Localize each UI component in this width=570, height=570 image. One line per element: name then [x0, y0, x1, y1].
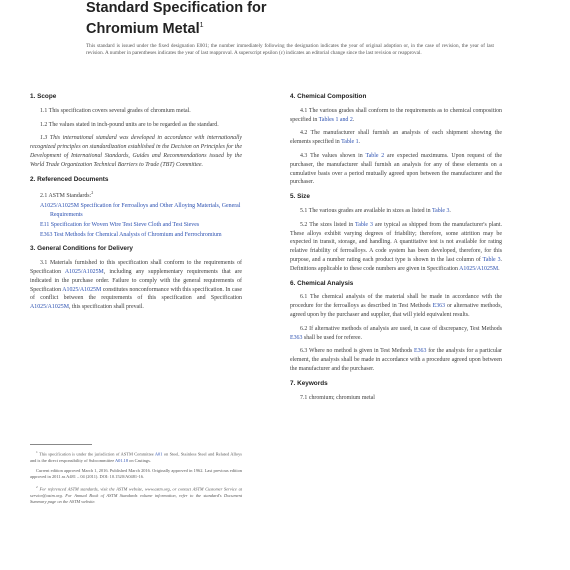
- preamble-note: This standard is issued under the fixed designation E001; the number immediately following the designation indicates the year of original adoption or, in the case of revision, the year of last revision. A number in parentheses indicates the year of last reapproval. A superscript epsilon (ε) indicates an editorial change since the last revision or reapproval.: [86, 43, 494, 56]
- text-run: For referenced ASTM standards, visit the ASTM website, www.astm.org, or contact ASTM Customer Service at service@astm.org. For Annual Book of ASTM Standards volume information, refer to the standard's Document Summary page on the ASTM website.: [30, 486, 243, 505]
- astm-standards-subhead: [30, 189, 242, 201]
- section-heading: 5. Size: [290, 193, 310, 201]
- method-link[interactable]: E363: [290, 334, 303, 341]
- section-chemical-composition: [290, 93, 502, 187]
- subhead-text: 2.1 ASTM Standards:: [40, 193, 92, 200]
- footnote-mark: 2: [91, 190, 94, 196]
- section-heading: 4. Chemical Composition: [290, 93, 367, 100]
- reference-item[interactable]: [30, 202, 242, 220]
- section-keywords: [290, 380, 502, 403]
- paragraph: [290, 207, 502, 216]
- footnotes: [30, 444, 242, 509]
- text-run: on Steel, Stainless Steel and Related Alloys and is the direct responsibility of Subcommittee: [30, 451, 242, 463]
- text-run: , this specification shall prevail.: [68, 304, 144, 311]
- spec-link[interactable]: A1025/A1025M: [64, 268, 104, 275]
- section-heading: 6. Chemical Analysis: [290, 279, 354, 287]
- footnote-mark: 1: [36, 450, 38, 454]
- reference-item[interactable]: [30, 231, 242, 240]
- table-link[interactable]: Table 3: [431, 207, 450, 214]
- text-run: 4.1 The various grades shall conform to the requirements as to chemical composition specified in: [290, 107, 502, 123]
- reference-title[interactable]: Test Methods for Chemical Analysis of Chromium and Ferrochromium: [53, 231, 222, 238]
- section-heading: 7. Keywords: [290, 379, 328, 387]
- subcommittee-link[interactable]: A01.18: [115, 457, 129, 463]
- reference-code[interactable]: E11: [40, 221, 50, 228]
- left-column: [30, 93, 242, 318]
- method-link[interactable]: E363: [414, 348, 427, 355]
- text-run: 6.2 If alternative methods of analysis are used, in case of discrepancy, Test Methods: [300, 325, 502, 332]
- right-column: [290, 93, 502, 408]
- text-run: 5.1 The various grades are available in sizes as listed in: [300, 207, 432, 214]
- title-line-2: [86, 17, 486, 38]
- text-run: 6.3 Where no method is given in Test Methods: [300, 348, 415, 355]
- reference-list: [30, 202, 242, 239]
- table-link[interactable]: Tables 1 and 2: [318, 116, 353, 123]
- section-scope: [30, 93, 242, 170]
- paragraph: [290, 221, 502, 274]
- title-text: Chromium Metal: [86, 20, 200, 37]
- paragraph: [290, 129, 502, 147]
- table-link[interactable]: Table 3: [355, 221, 373, 228]
- text-run: This specification is under the jurisdiction of ASTM Committee: [39, 451, 155, 457]
- paragraph: [290, 107, 502, 125]
- paragraph: [30, 259, 242, 312]
- text-run: are typical as shipped from the manufacturer's plant. These alloys exhibit varying degrees of friability; therefore, some attrition may be expected in transit, storage, and handling. A quantitative test is not available for rating relative friability of ferroalloys. A code system has been developed, therefore, for this purpose, and a number rating each product type is shown in the last column of: [290, 221, 502, 263]
- section-heading: 2. Referenced Documents: [30, 175, 109, 183]
- text-run: , including any supplementary requirements that are indicated in the purchase order. Failure to comply with the general requirements of Specification: [30, 268, 242, 293]
- reference-item[interactable]: [30, 221, 242, 230]
- footnote-mark: 2: [36, 485, 38, 490]
- section-heading: 1. Scope: [30, 93, 57, 100]
- text-run: for the analysis for a particular element, the analysis shall be made in accordance with a procedure agreed upon between the manufacturer and the purchaser.: [290, 348, 502, 372]
- title-footnote-mark: 1: [199, 22, 204, 29]
- text-run: 5.2 The sizes listed in: [300, 221, 356, 228]
- section-referenced-documents: [30, 176, 242, 240]
- text-run: .: [498, 265, 500, 272]
- text-run: on Castings.: [128, 457, 151, 463]
- text-run: shall be used for referee.: [302, 334, 362, 341]
- table-link[interactable]: Table 3: [482, 256, 501, 263]
- spec-link[interactable]: A1025/A1025M: [62, 286, 102, 293]
- table-link[interactable]: Table 2: [365, 152, 385, 159]
- paragraph: 1.2 The values stated in inch-pound units are to be regarded as the standard.: [40, 121, 219, 128]
- paragraph: [290, 293, 502, 319]
- text-run: 4.2 The manufacturer shall furnish an analysis of each shipment showing the elements specified in: [290, 130, 502, 146]
- footnote-divider: [30, 444, 92, 445]
- title-line-1: Standard Specification for: [86, 0, 267, 16]
- paragraph: [290, 347, 502, 373]
- text-run: 4.3 The values shown in: [300, 152, 366, 159]
- section-general-conditions: [30, 245, 242, 312]
- text-run: . Definitions applicable to these code numbers are given in Specification: [290, 256, 503, 272]
- spec-link[interactable]: A1025/A1025M: [30, 304, 69, 311]
- text-run: 3.1 Materials furnished to this specification shall conform to the requirements of Specification: [30, 260, 242, 275]
- document-title: [86, 0, 486, 38]
- section-chemical-analysis: [290, 280, 502, 374]
- text-run: or alternative methods, agreed upon by the purchaser and supplier, that will yield equivalent results.: [290, 303, 502, 318]
- text-run: .: [358, 139, 360, 146]
- paragraph: [290, 152, 502, 187]
- spec-link[interactable]: A1025/A1025M: [459, 265, 499, 272]
- paragraph: 1.1 This specification covers several grades of chromium metal.: [40, 107, 191, 114]
- reference-code[interactable]: A1025/A1025M: [40, 203, 79, 210]
- table-link[interactable]: Table 1: [341, 139, 359, 146]
- paragraph: 1.3 This international standard was developed in accordance with internationally recognized principles on standardization established in the Decision on Principles for the Development of International Standards, Guides and Recommendations issued by the World Trade Organization Technical Barriers to Trade (TBT) Committee.: [30, 135, 242, 168]
- text-run: 6.1 The chemical analysis of the material shall be made in accordance with the procedure for the ferroalloys as described in Test Methods: [290, 294, 502, 310]
- committee-link[interactable]: A01: [154, 451, 163, 457]
- footnote-2: [30, 484, 242, 505]
- paragraph: 7.1 chromium; chromium metal: [300, 394, 375, 401]
- text-run: constitutes nonconformance with this specification. In case of conflict between the requirements of this specification and Specification: [30, 286, 242, 302]
- text-run: .: [352, 116, 355, 123]
- reference-title[interactable]: Specification for Ferroalloys and Other Alloying Materials, General Requirements: [50, 203, 241, 218]
- footnote-1: [30, 449, 242, 464]
- text-run: .: [449, 207, 451, 214]
- section-size: [290, 193, 502, 273]
- section-heading: 3. General Conditions for Delivery: [30, 245, 133, 253]
- method-link[interactable]: E363: [432, 303, 446, 310]
- reference-title[interactable]: Specification for Woven Wire Test Sieve Cloth and Test Sieves: [50, 221, 200, 228]
- reference-code[interactable]: E363: [40, 231, 53, 238]
- footnote-approval: Current edition approved March 1, 2016. Published March 2016. Originally approved in 1962. Last previous edition approved in 2011 as A481 – 04 (2011). DOI: 10.1520/A0481-16.: [30, 467, 242, 480]
- text-run: are expected maximums. Upon request of the purchaser, the manufacturer shall furnish an analysis for any of these elements on a cumulative basis over a period mutually agreed upon between the manufacturer and the purchaser.: [290, 152, 502, 186]
- paragraph: [290, 325, 502, 343]
